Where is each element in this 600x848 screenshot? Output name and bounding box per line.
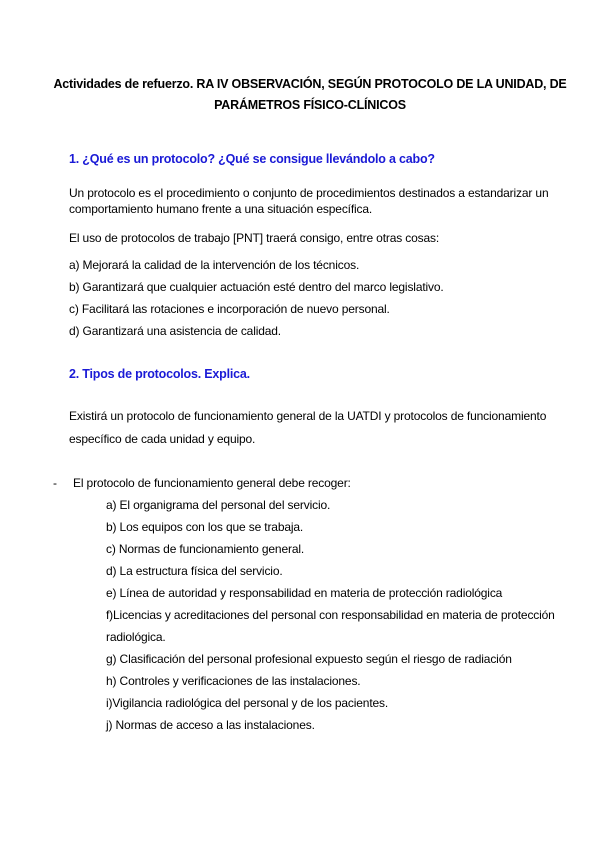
section-2-heading: 2. Tipos de protocolos. Explica. bbox=[69, 367, 250, 381]
section-1-paragraph-1-line-1: Un protocolo es el procedimiento o conjunto de procedimientos destinados a estandarizar un bbox=[69, 186, 549, 200]
section-2-bullet-text: El protocolo de funcionamiento general debe recoger: bbox=[73, 476, 351, 490]
bullet-marker: - bbox=[53, 476, 57, 490]
section-1-list-item: d) Garantizará una asistencia de calidad. bbox=[69, 324, 281, 338]
section-2-list-item: g) Clasificación del personal profesional expuesto según el riesgo de radiación bbox=[106, 652, 512, 666]
section-2-list-item: d) La estructura física del servicio. bbox=[106, 564, 283, 578]
section-2-list-item: h) Controles y verificaciones de las instalaciones. bbox=[106, 674, 361, 688]
section-2-list-item: a) El organigrama del personal del servicio. bbox=[106, 498, 331, 512]
section-1-list-item: b) Garantizará que cualquier actuación esté dentro del marco legislativo. bbox=[69, 280, 444, 294]
document-title-line-2: PARÁMETROS FÍSICO-CLÍNICOS bbox=[214, 98, 406, 112]
section-1-list-item: a) Mejorará la calidad de la intervención de los técnicos. bbox=[69, 258, 360, 272]
section-2-list-item: f)Licencias y acreditaciones del personal con responsabilidad en materia de protección bbox=[106, 608, 555, 622]
document-title-line-1: Actividades de refuerzo. RA IV OBSERVACIÓN, SEGÚN PROTOCOLO DE LA UNIDAD, DE bbox=[53, 77, 567, 91]
section-2-list-item: c) Normas de funcionamiento general. bbox=[106, 542, 305, 556]
section-2-list-item: j) Normas de acceso a las instalaciones. bbox=[106, 718, 315, 732]
section-2-list-item-continuation: radiológica. bbox=[106, 630, 166, 644]
section-1-heading: 1. ¿Qué es un protocolo? ¿Qué se consigue llevándolo a cabo? bbox=[69, 152, 435, 166]
section-1-paragraph-1-line-2: comportamiento humano frente a una situación específica. bbox=[69, 202, 373, 216]
section-2-list-item: i)Vigilancia radiológica del personal y de los pacientes. bbox=[106, 696, 389, 710]
section-2-list-item: b) Los equipos con los que se trabaja. bbox=[106, 520, 304, 534]
section-1-list-item: c) Facilitará las rotaciones e incorporación de nuevo personal. bbox=[69, 302, 390, 316]
section-2-list-item: e) Línea de autoridad y responsabilidad en materia de protección radiológica bbox=[106, 586, 503, 600]
section-1-paragraph-2: El uso de protocolos de trabajo [PNT] traerá consigo, entre otras cosas: bbox=[69, 231, 440, 245]
section-2-paragraph-line-2: específico de cada unidad y equipo. bbox=[69, 432, 256, 446]
section-2-paragraph-line-1: Existirá un protocolo de funcionamiento general de la UATDI y protocolos de funcionamiento bbox=[69, 409, 547, 423]
